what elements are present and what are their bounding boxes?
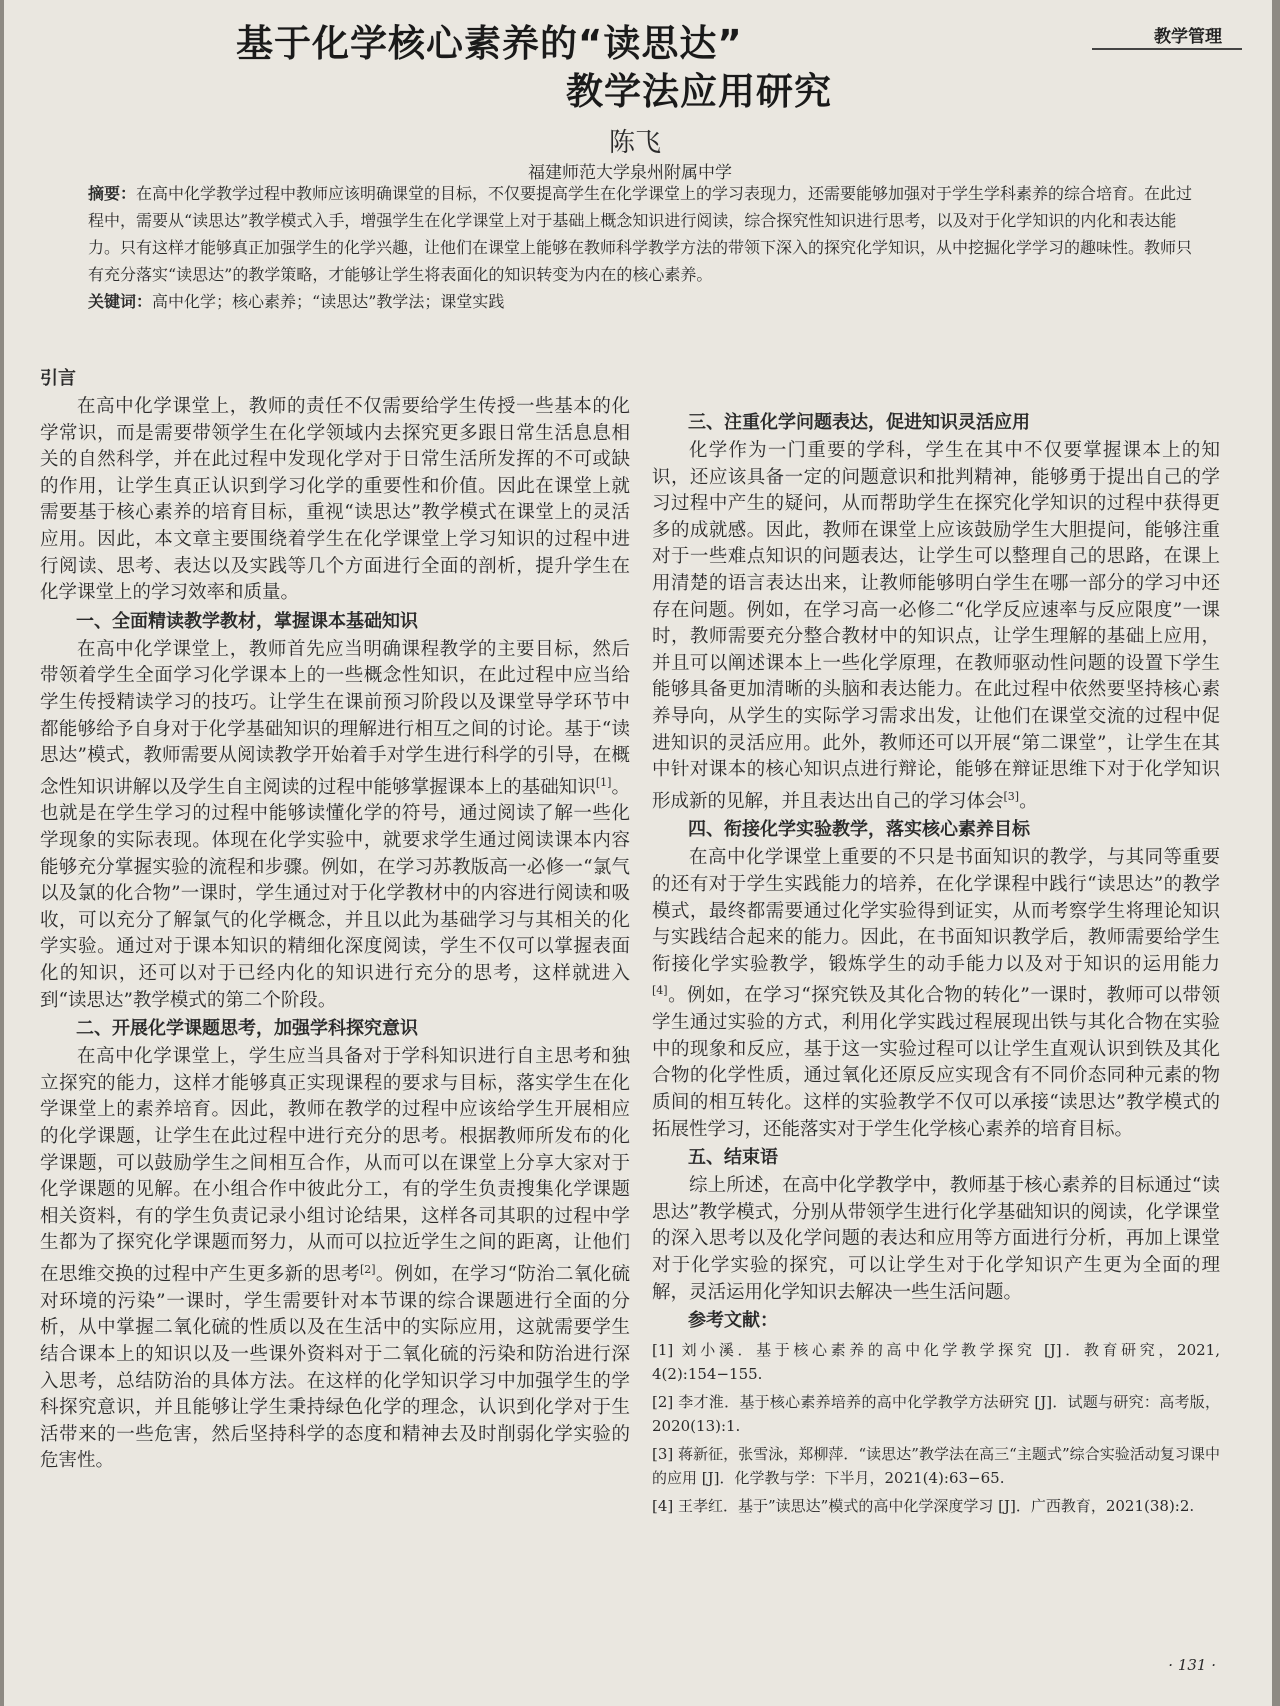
- left-column: [40, 364, 630, 1475]
- citation-4[interactable]: [4]: [652, 984, 668, 998]
- journal-page: [4, 0, 1272, 1706]
- section-5-paragraph: 综上所述，在高中化学教学中，教师基于核心素养的目标通过“读思达”教学模式，分别从带领学生进行化学基础知识的阅读，化学课堂的深入思考以及化学问题的表达和应用等方面进行分析，再加上课堂对于化学实验的探究，可以让学生对于化学知识产生更为全面的理解，灵活运用化学知识去解决一些生活问题。: [652, 1175, 1220, 1303]
- keywords-label: 关键词：: [88, 292, 153, 311]
- title-line-1: 基于化学核心素养的“读思达”: [236, 22, 743, 65]
- abstract-block: [88, 180, 1198, 315]
- reference-item: [3] 蒋新征，张雪泳，郑柳萍．“读思达”教学法在高三“主题式”综合实验活动复习课中的应用 [J]．化学教与学：下半月，2021(4):63−65.: [652, 1445, 1220, 1488]
- section-3-paragraph: 化学作为一门重要的学科，学生在其中不仅要掌握课本上的知识，还应该具备一定的问题意识和批判精神，能够勇于提出自己的学习过程中产生的疑问，从而帮助学生在探究化学知识的过程中获得更多的成就感。因此，教师在课堂上应该鼓励学生大胆提问，能够注重对于一些难点知识的问题表达，让学生可以整理自己的思路，在课上用清楚的语言表达出来，让教师能够明白学生在哪一部分的学习中还存在问题。例如，在学习高一必修二“化学反应速率与反应限度”一课时，教师需要充分整合教材中的知识点，让学生理解的基础上应用，并且可以阐述课本上一些化学原理，在教师驱动性问题的设置下学生能够具备更加清晰的头脑和表达能力。在此过程中依然要坚持核心素养导向，从学生的实际学习需求出发，让他们在课堂交流的过程中促进知识的灵活应用。此外，教师还可以开展“第二课堂”，让学生在其中针对课本的核心知识点进行辩论，能够在辩证思维下对于化学知识形成新的见解，并且表达出自己的学习体会[3]。: [652, 440, 1220, 812]
- section-5-heading: 五、结束语: [688, 1147, 778, 1169]
- section-rule: [1092, 48, 1242, 50]
- article-title: [236, 20, 1056, 116]
- section-2-paragraph: 在高中化学课堂上，学生应当具备对于学科知识进行自主思考和独立探究的能力，这样才能够真正实现课程的要求与目标，落实学生在化学课堂上的素养培育。因此，教师在教学的过程中应该给学生开展相应的化学课题，让学生在此过程中进行充分的思考。根据教师所发布的化学课题，可以鼓励学生之间相互合作，从而可以在课堂上分享大家对于化学课题的见解。在小组合作中彼此分工，有的学生负责搜集化学课题相关资料，有的学生负责记录小组讨论结果，这样各司其职的过程中学生都为了探究化学课题而努力，从而可以拉近学生之间的距离，让他们在思维交换的过程中产生更多新的思考[2]。例如，在学习“防治二氧化硫对环境的污染”一课时，学生需要针对本节课的综合课题进行全面的分析，从中掌握二氧化硫的性质以及在生活中的实际应用，这就需要学生结合课本上的知识以及一些课外资料对于二氧化硫的污染和防治进行深入思考，总结防治的具体方法。在这样的化学知识学习中加强学生的学科探究意识，并且能够让学生秉持绿色化学的理念，认识到化学对于生活带来的一些危害，然后坚持科学的态度和精神去及时削弱化学实验的危害性。: [40, 1046, 630, 1472]
- intro-heading: 引言: [40, 368, 76, 389]
- author-affiliation: 福建师范大学泉州附属中学: [528, 163, 732, 183]
- reference-item: [1] 刘小溪．基于核心素养的高中化学教学探究 [J]．教育研究，2021, 4(2):154−155.: [652, 1341, 1220, 1384]
- abstract-label: 摘要：: [88, 184, 137, 203]
- citation-3[interactable]: [3]: [1003, 789, 1020, 803]
- author-name: 陈飞: [609, 128, 662, 158]
- section-4-paragraph: 在高中化学课堂上重要的不只是书面知识的教学，与其同等重要的还有对于学生实践能力的培养，在化学课程中践行“读思达”的教学模式，最终都需要通过化学实验得到证实，从而考察学生将理论知识与实践结合起来的能力。因此，在书面知识教学后，教师需要给学生衔接化学实验教学，锻炼学生的动手能力以及对于知识的运用能力[4]。例如，在学习“探究铁及其化合物的转化”一课时，教师可以带领学生通过实验的方式，利用化学实践过程展现出铁与其化合物在实验中的现象和反应，基于这一实验过程可以让学生直观认识到铁及其化合物的化学性质，通过氧化还原反应实现含有不同价态同种元素的物质间的相互转化。这样的实验教学不仅可以承接“读思达”教学模式的拓展性学习，还能落实对于学生化学核心素养的培育目标。: [652, 847, 1220, 1140]
- references-heading: 参考文献：: [688, 1310, 778, 1332]
- reference-item: [2] 李才淮．基于核心素养培养的高中化学教学方法研究 [J]．试题与研究：高考版，2020(13):1.: [652, 1393, 1220, 1436]
- citation-2[interactable]: [2]: [359, 1262, 376, 1276]
- section-1-heading: 一、全面精读教学教材，掌握课本基础知识: [76, 610, 418, 632]
- title-line-2: 教学法应用研究: [566, 70, 832, 113]
- page-number: · 131 ·: [1168, 1656, 1216, 1674]
- references: [652, 1306, 1220, 1518]
- section-2-heading: 二、开展化学课题思考，加强学科探究意识: [76, 1018, 418, 1040]
- right-column: [652, 408, 1220, 1522]
- abstract: [88, 180, 1198, 288]
- reference-item: [4] 王孝红．基于”读思达”模式的高中化学深度学习 [J]．广西教育，2021(38):2.: [652, 1497, 1195, 1516]
- abstract-text: 在高中化学教学过程中教师应该明确课堂的目标，不仅要提高学生在化学课堂上的学习表现力，还需要能够加强对于学生学科素养的综合培育。在此过程中，需要从“读思达”教学模式入手，增强学生在化学课堂上对于基础上概念知识进行阅读，综合探究性知识进行思考，以及对于化学知识的内化和表达能力。只有这样才能够真正加强学生的化学兴趣，让他们在课堂上能够在教师科学教学方法的带领下深入的探究化学知识，从中挖掘化学学习的趣味性。教师只有充分落实“读思达”的教学策略，才能够让学生将表面化的知识转变为内在的核心素养。: [88, 184, 1193, 284]
- section-tag: 教学管理: [1154, 27, 1222, 47]
- intro-paragraph: 在高中化学课堂上，教师的责任不仅需要给学生传授一些基本的化学常识，而是需要带领学生在化学领域内去探究更多跟日常生活息息相关的自然科学，并在此过程中发现化学对于日常生活所发挥的不可或缺的作用，让学生真正认识到学习化学的重要性和价值。因此在课堂上就需要基于核心素养的培育目标，重视“读思达”教学模式在课堂上的灵活应用。因此，本文章主要围绕着学生在化学课堂上学习知识的过程中进行阅读、思考、表达以及实践等几个方面进行全面的剖析，提升学生在化学课堂上的学习效率和质量。: [40, 396, 630, 604]
- section-1-paragraph: 在高中化学课堂上，教师首先应当明确课程教学的主要目标，然后带领着学生全面学习化学课本上的一些概念性知识，在此过程中应当给学生传授精读学习的技巧。让学生在课前预习阶段以及课堂导学环节中都能够给予自身对于化学基础知识的理解进行相互之间的讨论。基于“读思达”模式，教师需要从阅读教学开始着手对学生进行科学的引导，在概念性知识讲解以及学生自主阅读的过程中能够掌握课本上的基础知识[1]。也就是在学生学习的过程中能够读懂化学的符号，通过阅读了解一些化学现象的实际表现。体现在化学实验中，就要求学生通过阅读课本内容能够充分掌握实验的流程和步骤。例如，在学习苏教版高一必修一“氯气以及氯的化合物”一课时，学生通过对于化学教材中的内容进行阅读和吸收，可以充分了解氯气的化学概念，并且以此为基础学习与其相关的化学实验。通过对于课本知识的精细化深度阅读，学生不仅可以掌握表面化的知识，还可以对于已经内化的知识进行充分的思考，这样就进入到“读思达”教学模式的第二个阶段。: [40, 638, 630, 1011]
- citation-1[interactable]: [1]: [595, 775, 612, 789]
- keywords-text: 高中化学；核心素养；“读思达”教学法；课堂实践: [152, 292, 505, 311]
- section-4-heading: 四、衔接化学实验教学，落实核心素养目标: [688, 819, 1030, 841]
- section-3-heading: 三、注重化学问题表达，促进知识灵活应用: [688, 412, 1030, 433]
- keywords: [88, 288, 1198, 315]
